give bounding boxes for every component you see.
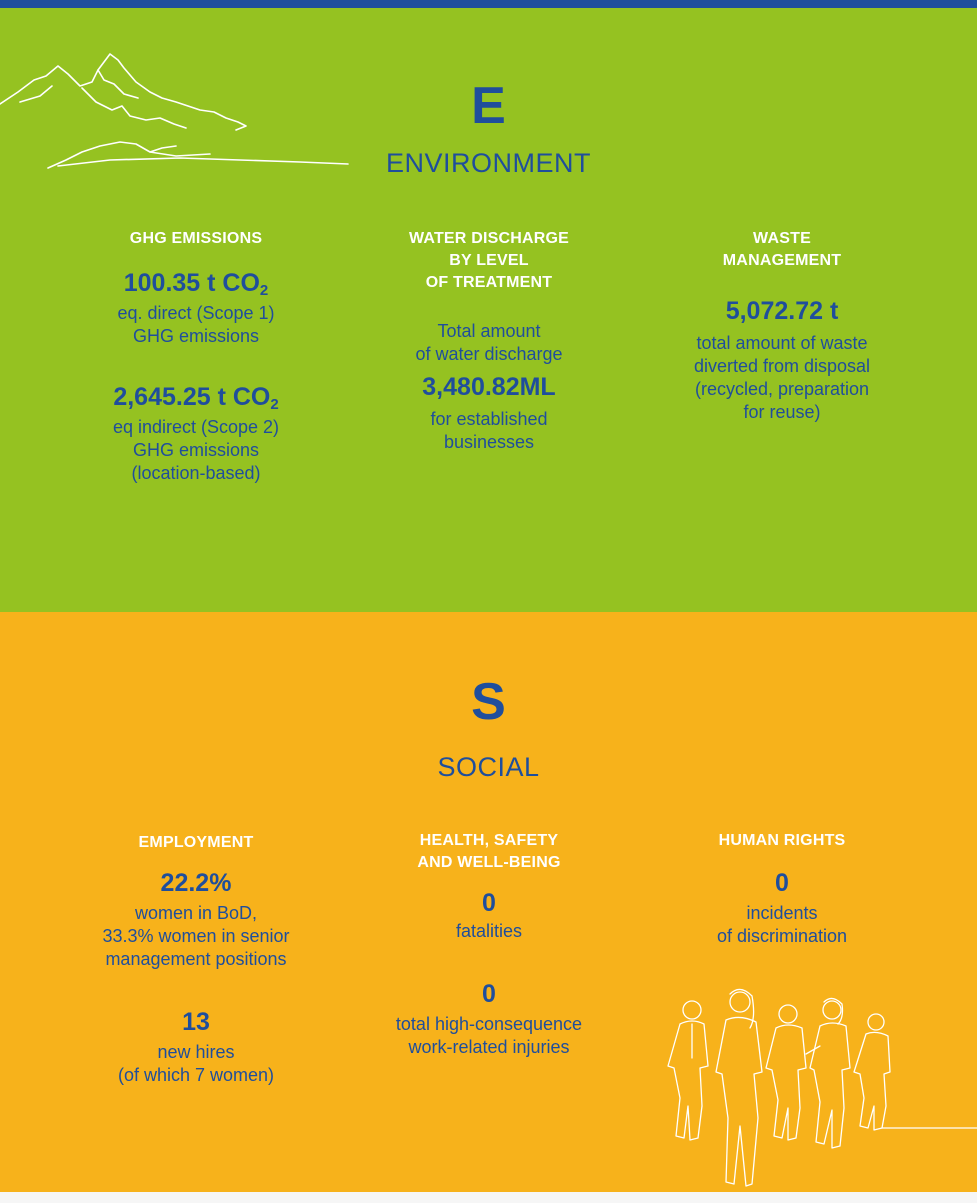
environment-letter: E — [471, 77, 506, 135]
water-discharge-column — [359, 228, 619, 454]
water-value: 3,480.82ML — [422, 373, 556, 401]
ghg-emissions-column — [66, 228, 326, 485]
social-letter: S — [471, 673, 506, 731]
scope2-description: eq indirect (Scope 2) GHG emissions (location-based) — [112, 417, 280, 483]
discrimination-value: 0 — [775, 869, 789, 897]
new-hires-description: new hires (of which 7 women) — [117, 1042, 275, 1085]
ghg-title: GHG EMISSIONS — [129, 230, 263, 247]
injuries-value: 0 — [482, 980, 496, 1008]
people-walking-line-art-icon — [660, 988, 977, 1192]
water-description: Total amount of water discharge — [415, 321, 563, 364]
women-description: women in BoD, 33.3% women in senior management positions — [102, 903, 290, 969]
scope1-description: eq. direct (Scope 1) GHG emissions — [117, 303, 275, 346]
injuries-description: total high-consequence work-related injuries — [395, 1014, 583, 1057]
health-safety-column — [359, 830, 619, 1059]
social-section — [0, 612, 977, 1192]
fatalities-description: fatalities — [455, 921, 523, 941]
waste-description: total amount of waste diverted from disposal (recycled, preparation for reuse) — [693, 333, 871, 422]
environment-heading: ENVIRONMENT — [385, 148, 591, 178]
water-note: for established businesses — [430, 409, 548, 452]
new-hires-value: 13 — [182, 1008, 210, 1036]
scope1-value: 100.35 t $CO_2$ — [123, 269, 269, 299]
water-title: WATER DISCHARGE BY LEVEL OF TREATMENT — [408, 230, 570, 291]
employment-column — [66, 832, 326, 1087]
bottom-strip — [0, 1192, 977, 1203]
women-percentage-value: 22.2% — [160, 869, 232, 897]
waste-value: 5,072.72 t — [725, 297, 839, 325]
fatalities-value: 0 — [482, 889, 496, 917]
environment-section — [0, 8, 977, 612]
human-rights-column — [652, 830, 912, 948]
human-rights-title: HUMAN RIGHTS — [718, 832, 846, 849]
health-title: HEALTH, SAFETY AND WELL-BEING — [417, 832, 561, 871]
waste-management-column — [652, 228, 912, 424]
scope2-value: 2,645.25 t $CO_2$ — [113, 383, 279, 413]
top-accent-bar — [0, 0, 977, 8]
discrimination-description: incidents of discrimination — [716, 903, 848, 946]
employment-title: EMPLOYMENT — [138, 834, 254, 851]
waste-title: WASTE MANAGEMENT — [722, 230, 842, 269]
social-heading: SOCIAL — [437, 752, 540, 782]
